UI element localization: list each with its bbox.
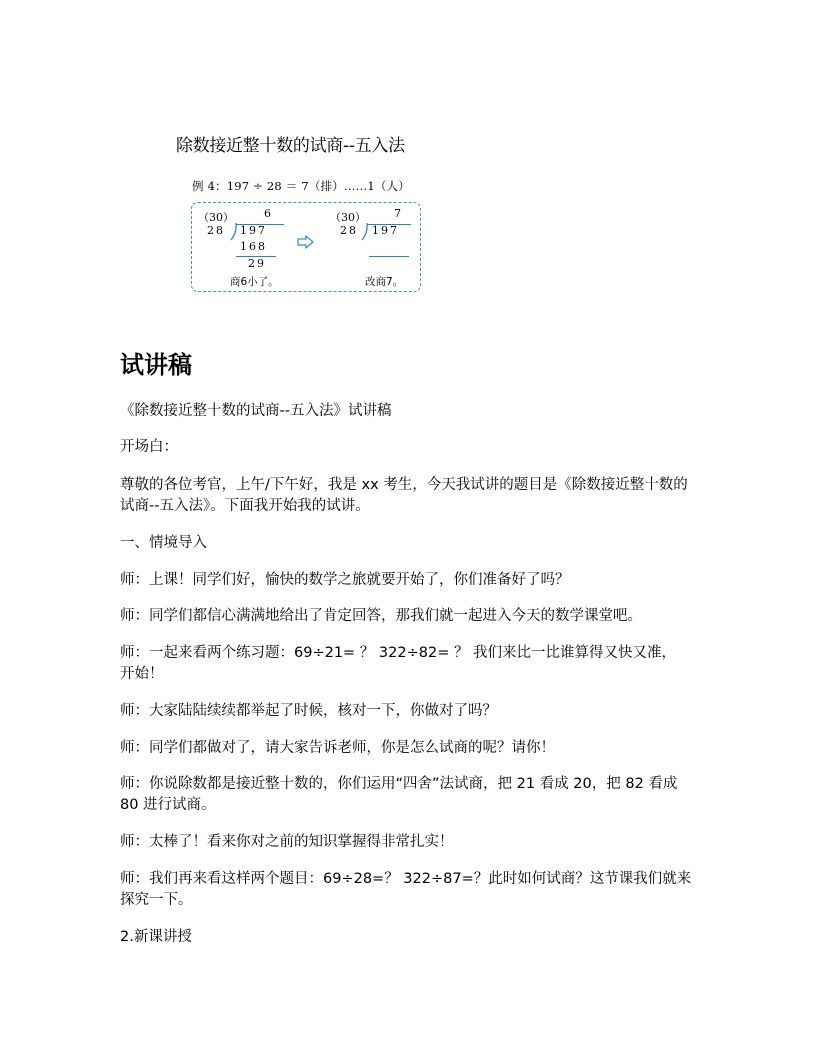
paragraph-section-2: 2.新课讲授 — [120, 929, 192, 945]
right-caption: 改商7。 — [365, 276, 404, 288]
example-dashed-box — [191, 202, 421, 292]
left-caption: 商6小了。 — [230, 276, 279, 288]
paragraph-line-3: 师：一起来看两个练习题：69÷21= ？ 322÷82= ？ 我们来比一比谁算得又快又准，开始！ — [120, 645, 677, 682]
paragraph-greeting: 尊敬的各位考官，上午/下午好，我是 xx 考生，今天我试讲的题目是《除数接近整十数的试商--五入法》。下面我开始我的试讲。 — [120, 477, 688, 514]
right-approx: （30） — [330, 211, 366, 224]
example-equation: 例 4：197 ÷ 28 ＝ 7（排）……1（人） — [192, 179, 410, 193]
right-arrow-icon — [297, 235, 315, 249]
paragraph-line-1: 师：上课！同学们好，愉快的数学之旅就要开始了，你们准备好了吗？ — [120, 572, 570, 588]
document-title: 除数接近整十数的试商--五入法 — [176, 136, 405, 156]
paragraph-subtitle: 《除数接近整十数的试商--五入法》试讲稿 — [120, 403, 392, 419]
paragraph-line-4: 师：大家陆陆续续都举起了时候，核对一下，你做对了吗？ — [120, 703, 497, 719]
left-product: 168 — [240, 240, 267, 253]
paragraph-line-6: 师：你说除数都是接近整十数的，你们运用“四舍”法试商，把 21 看成 20，把 82 看成 80 进行试商。 — [120, 776, 678, 813]
section-heading: 试讲稿 — [120, 351, 192, 379]
paragraph-line-7: 师：太棒了！看来你对之前的知识掌握得非常扎实！ — [120, 834, 454, 850]
paragraph-line-2: 师：同学们都信心满满地给出了肯定回答，那我们就一起进入今天的数学课堂吧。 — [120, 608, 642, 624]
right-quotient: 7 — [394, 207, 403, 220]
paragraph-opening-label: 开场白： — [120, 439, 178, 455]
right-subtract-line — [369, 256, 409, 257]
paragraph-line-5: 师：同学们都做对了，请大家告诉老师，你是怎么试商的呢？请你！ — [120, 740, 555, 756]
example-figure — [188, 175, 424, 295]
paragraph-section-1: 一、情境导入 — [120, 535, 207, 551]
left-division-bracket — [230, 223, 238, 241]
left-approx: （30） — [198, 211, 234, 224]
left-remainder: 29 — [248, 257, 266, 270]
paragraph-line-8: 师：我们再来看这样两个题目：69÷28=？ 322÷87=？此时如何试商？这节课我们就来探究一下。 — [120, 871, 692, 908]
right-dividend: 197 — [372, 224, 399, 237]
left-divisor: 28 — [207, 224, 225, 237]
left-dividend: 197 — [240, 224, 267, 237]
left-quotient: 6 — [264, 207, 273, 220]
right-divisor: 28 — [340, 224, 358, 237]
right-division-bracket — [361, 223, 369, 241]
